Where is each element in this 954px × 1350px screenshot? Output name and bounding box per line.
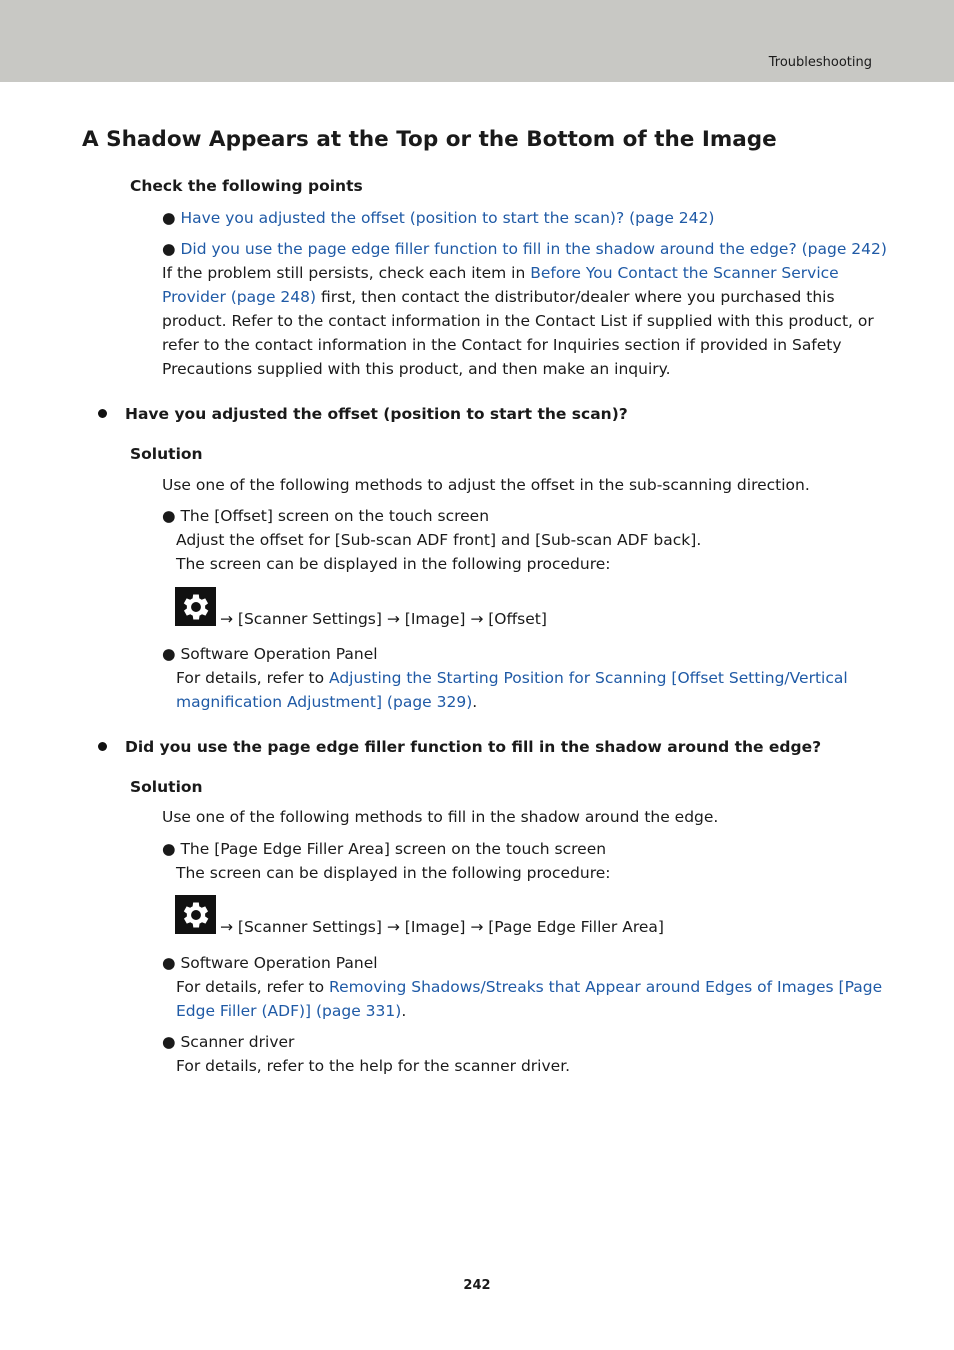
filler-heading: Did you use the page edge filler function to fill in the shadow around the edge? [125,738,822,756]
link-page-edge-filler[interactable]: Removing Shadows/Streaks that Appear around Edges of Images [Page [329,978,883,996]
sop-text: For details, refer to [176,669,329,687]
persist-line-5: Precautions supplied with this product, and then make an inquiry. [162,360,671,378]
gear-icon [175,587,216,626]
page-title: A Shadow Appears at the Top or the Bottom of the Image [82,127,777,152]
bullet: ● [162,240,176,258]
method-title: Software Operation Panel [180,954,378,972]
check-heading: Check the following points [130,177,363,195]
link-before-contact-cont[interactable]: Provider (page 248) [162,288,317,306]
section-bullet [98,409,107,418]
link-before-contact[interactable]: Before You Contact the Scanner Service [530,264,839,282]
check-link-item-offset [162,206,714,230]
link-offset[interactable]: Have you adjusted the offset (position to start the scan)? (page 242) [180,209,715,227]
link-offset-setting[interactable]: Adjusting the Starting Position for Scanning [Offset Setting/Vertical [329,669,848,687]
section-bullet [98,742,107,751]
filler-driver-desc: For details, refer to the help for the scanner driver. [176,1057,571,1075]
offset-solution-label: Solution [130,445,203,463]
method-title: The [Offset] screen on the touch screen [180,507,490,525]
offset-sop-line-1 [176,666,848,690]
persist-line-3: product. Refer to the contact information in the Contact List if supplied with this product, or [162,312,874,330]
sop-text: . [472,693,478,711]
filler-intro: Use one of the following methods to fill in the shadow around the edge. [162,808,719,826]
filler-method-touch [162,837,606,861]
offset-intro: Use one of the following methods to adjust the offset in the sub-scanning direction. [162,476,810,494]
bullet: ● [162,840,176,858]
filler-method-driver [162,1030,294,1054]
offset-method-touch-procedure: The screen can be displayed in the following procedure: [176,555,611,573]
offset-touch-path: → [Scanner Settings] → [Image] → [Offset] [220,610,547,628]
bullet: ● [162,645,176,663]
filler-method-sop [162,951,378,975]
filler-sop-line-2 [176,999,406,1023]
page-number: 242 [463,1278,491,1293]
bullet: ● [162,954,176,972]
sop-text: . [401,1002,407,1020]
offset-heading: Have you adjusted the offset (position to start the scan)? [125,405,628,423]
link-page-edge-filler-cont[interactable]: Edge Filler (ADF)] (page 331) [176,1002,402,1020]
bullet: ● [162,1033,176,1051]
persist-line-2 [162,285,835,309]
bullet: ● [162,209,176,227]
link-offset-setting-cont[interactable]: magnification Adjustment] (page 329) [176,693,473,711]
method-title: The [Page Edge Filler Area] screen on the touch screen [180,840,607,858]
offset-sop-line-2 [176,690,477,714]
check-link-item-filler [162,237,887,261]
filler-sop-line-1 [176,975,882,999]
offset-method-touch-desc: Adjust the offset for [Sub-scan ADF front] and [Sub-scan ADF back]. [176,531,702,549]
bullet: ● [162,507,176,525]
offset-method-touch [162,504,489,528]
persist-line-1 [162,261,839,285]
persist-line-4: refer to the contact information in the Contact for Inquiries section if provided in Safety [162,336,842,354]
persist-text: If the problem still persists, check each item in [162,264,531,282]
filler-solution-label: Solution [130,778,203,796]
persist-text: first, then contact the distributor/dealer where you purchased this [316,288,835,306]
section-label: Troubleshooting [768,55,872,70]
method-title: Scanner driver [180,1033,295,1051]
link-filler[interactable]: Did you use the page edge filler function to fill in the shadow around the edge? (page 242) [180,240,887,258]
filler-touch-path: → [Scanner Settings] → [Image] → [Page Edge Filler Area] [220,918,664,936]
sop-text: For details, refer to [176,978,329,996]
filler-method-touch-procedure: The screen can be displayed in the following procedure: [176,864,611,882]
method-title: Software Operation Panel [180,645,378,663]
offset-method-sop [162,642,378,666]
gear-icon [175,895,216,934]
header-band [0,0,954,82]
